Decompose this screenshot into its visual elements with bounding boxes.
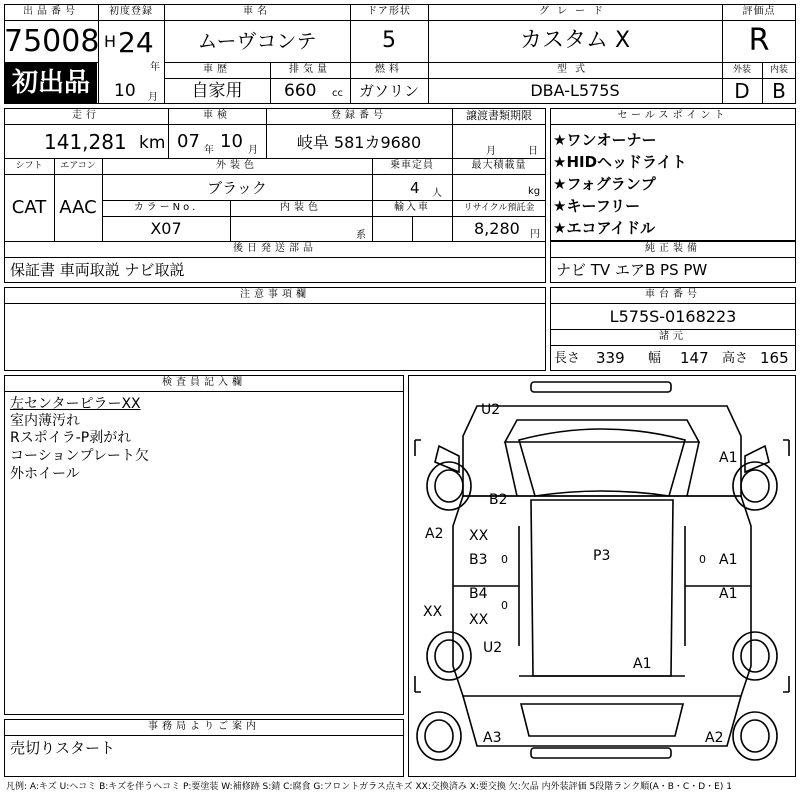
inspection-month: 10	[220, 131, 243, 152]
damage-mark: 0	[501, 553, 508, 566]
length-value: 339	[596, 349, 625, 367]
car-outline	[409, 376, 795, 776]
damage-mark: B4	[469, 586, 488, 602]
shift: CAT	[11, 197, 47, 218]
damage-mark: A2	[705, 730, 724, 746]
damage-mark: A2	[425, 526, 444, 542]
inspection-year: 07	[177, 131, 200, 152]
inspector-note: Rスポイラ-P剥がれ	[10, 430, 132, 446]
width-label: 幅	[648, 351, 662, 366]
damage-mark: U2	[481, 402, 501, 418]
width-value: 147	[680, 349, 709, 367]
height-value: 165	[760, 349, 789, 367]
damage-mark: P3	[593, 548, 611, 564]
interior-color-unit: 系	[356, 230, 366, 241]
interior-score-label: 内装	[769, 65, 788, 75]
recycle-unit: 円	[530, 229, 540, 240]
car-name-label: 車名	[243, 6, 271, 17]
inspection-label: 車検	[203, 110, 231, 121]
sales-point-item: ★ワンオーナー	[553, 131, 657, 149]
shift-label: シフト	[15, 161, 43, 171]
legend: 凡例: A:キズ U:ヘコミ B:キズを伴うヘコミ P:要塗装 W:補修跡 S:錆 C:腐食 G:フロントガラス点キズ XX:交換済み X:要交換 欠:欠品 内外装評価 5段階ランク順(A・B・C・D・E) 1	[6, 782, 732, 792]
damage-mark: A3	[483, 730, 502, 746]
car-history: 自家用	[191, 81, 243, 101]
spec-label: 諸元	[659, 331, 687, 342]
damage-mark: XX	[469, 612, 489, 628]
transfer-docs-label: 譲渡書類期限	[466, 109, 532, 122]
damage-mark: B2	[489, 492, 508, 508]
transfer-month-unit: 月	[486, 146, 496, 157]
first-listing-label: 初出品	[11, 68, 90, 98]
chassis-number: L575S-0168223	[609, 307, 737, 326]
interior-score: B	[772, 79, 786, 103]
sales-point-item: ★エコアイドル	[553, 219, 656, 237]
damage-mark: XX	[423, 604, 443, 620]
interior-color-label: 内装色	[280, 202, 322, 213]
color-number: X07	[150, 219, 182, 238]
recycle-fee: 8,280	[474, 219, 520, 238]
inspection-year-unit: 年	[204, 145, 214, 156]
mileage: 141,281	[44, 130, 127, 154]
sales-points-label: セールスポイント	[617, 110, 729, 121]
lot-number: 75008	[4, 24, 100, 59]
inspector-note: 外ホイール	[10, 466, 80, 482]
mileage-label: 走行	[72, 110, 100, 121]
mileage-unit: km	[139, 133, 166, 153]
grade: カスタム X	[519, 28, 631, 53]
damage-mark: B3	[469, 552, 488, 568]
door-label: ドア形状	[367, 6, 411, 17]
exterior-color: ブラック	[207, 179, 267, 197]
damage-mark: A1	[719, 450, 738, 466]
max-load-label: 最大積載量	[471, 160, 527, 171]
inspector-label: 検査員記入欄	[162, 377, 246, 388]
height-label: 高さ	[722, 351, 749, 366]
office-label: 事務局よりご案内	[148, 721, 260, 732]
damage-mark: 0	[501, 599, 508, 612]
history-label: 車歴	[203, 64, 231, 75]
import-label: 輸入車	[394, 202, 430, 213]
sales-point-item: ★HIDヘッドライト	[553, 153, 687, 171]
car-diagram	[408, 375, 796, 777]
color-no-label: カラーNo.	[133, 202, 199, 213]
damage-mark: 0	[699, 553, 706, 566]
displacement: 660	[284, 81, 317, 101]
fuel: ガソリン	[358, 82, 419, 100]
displacement-unit: cc	[332, 88, 343, 99]
chassis-label: 車台番号	[645, 289, 701, 300]
damage-mark: U2	[483, 640, 503, 656]
fuel-label: 燃料	[375, 64, 403, 75]
equipment-label: 純正装備	[645, 243, 701, 254]
inspector-note: コーションプレート欠	[10, 448, 149, 464]
grade-label: グレード	[539, 6, 611, 17]
plate-label: 登録番号	[331, 110, 387, 121]
score-label: 評価点	[742, 6, 776, 17]
exterior-score-label: 外装	[732, 65, 751, 75]
capacity: 4	[410, 179, 420, 197]
model-label: 型式	[557, 64, 593, 75]
air-conditioner: AAC	[59, 197, 97, 218]
damage-mark: A1	[719, 552, 738, 568]
damage-mark: A1	[719, 586, 738, 602]
reg-era: H	[104, 32, 117, 51]
delivery-label: 後日発送部品	[233, 243, 317, 254]
exterior-score: D	[734, 79, 750, 103]
registration-plate: 岐阜 581カ9680	[296, 133, 422, 152]
color-label: 外装色	[216, 160, 258, 171]
overall-score: R	[748, 23, 770, 58]
door-count: 5	[382, 28, 396, 53]
transfer-day-unit: 日	[528, 146, 538, 157]
first-reg-label: 初度登録	[109, 6, 153, 17]
reg-year-unit: 年	[150, 62, 160, 73]
capacity-label: 乗車定員	[390, 160, 434, 171]
damage-mark: XX	[469, 528, 489, 544]
sales-point-item: ★フォグランプ	[553, 175, 656, 193]
length-label: 長さ	[554, 351, 581, 366]
sales-point-item: ★キーフリー	[553, 197, 641, 215]
reg-month-unit: 月	[148, 92, 158, 103]
office-note: 売切りスタート	[10, 739, 116, 757]
car-name: ムーヴコンテ	[197, 29, 317, 53]
notes-label: 注意事項欄	[240, 289, 310, 300]
model-code: DBA-L575S	[530, 81, 620, 100]
inspector-note: 室内薄汚れ	[10, 413, 80, 429]
ac-label: エアコン	[60, 161, 96, 171]
delivery-parts: 保証書 車両取説 ナビ取説	[10, 261, 185, 279]
load-unit: kg	[528, 186, 541, 197]
reg-month: 10	[114, 81, 136, 101]
inspector-note: 左センターピラーXX	[10, 396, 141, 412]
reg-year: 24	[118, 26, 154, 59]
damage-mark: A1	[633, 656, 652, 672]
equipment-list: ナビ TV エアB PS PW	[556, 261, 708, 279]
inspection-month-unit: 月	[248, 145, 258, 156]
capacity-unit: 人	[432, 188, 442, 199]
lot-no-label: 出品番号	[23, 6, 79, 17]
displacement-label: 排気量	[289, 64, 331, 75]
recycle-label: リサイクル預託金	[463, 203, 535, 213]
